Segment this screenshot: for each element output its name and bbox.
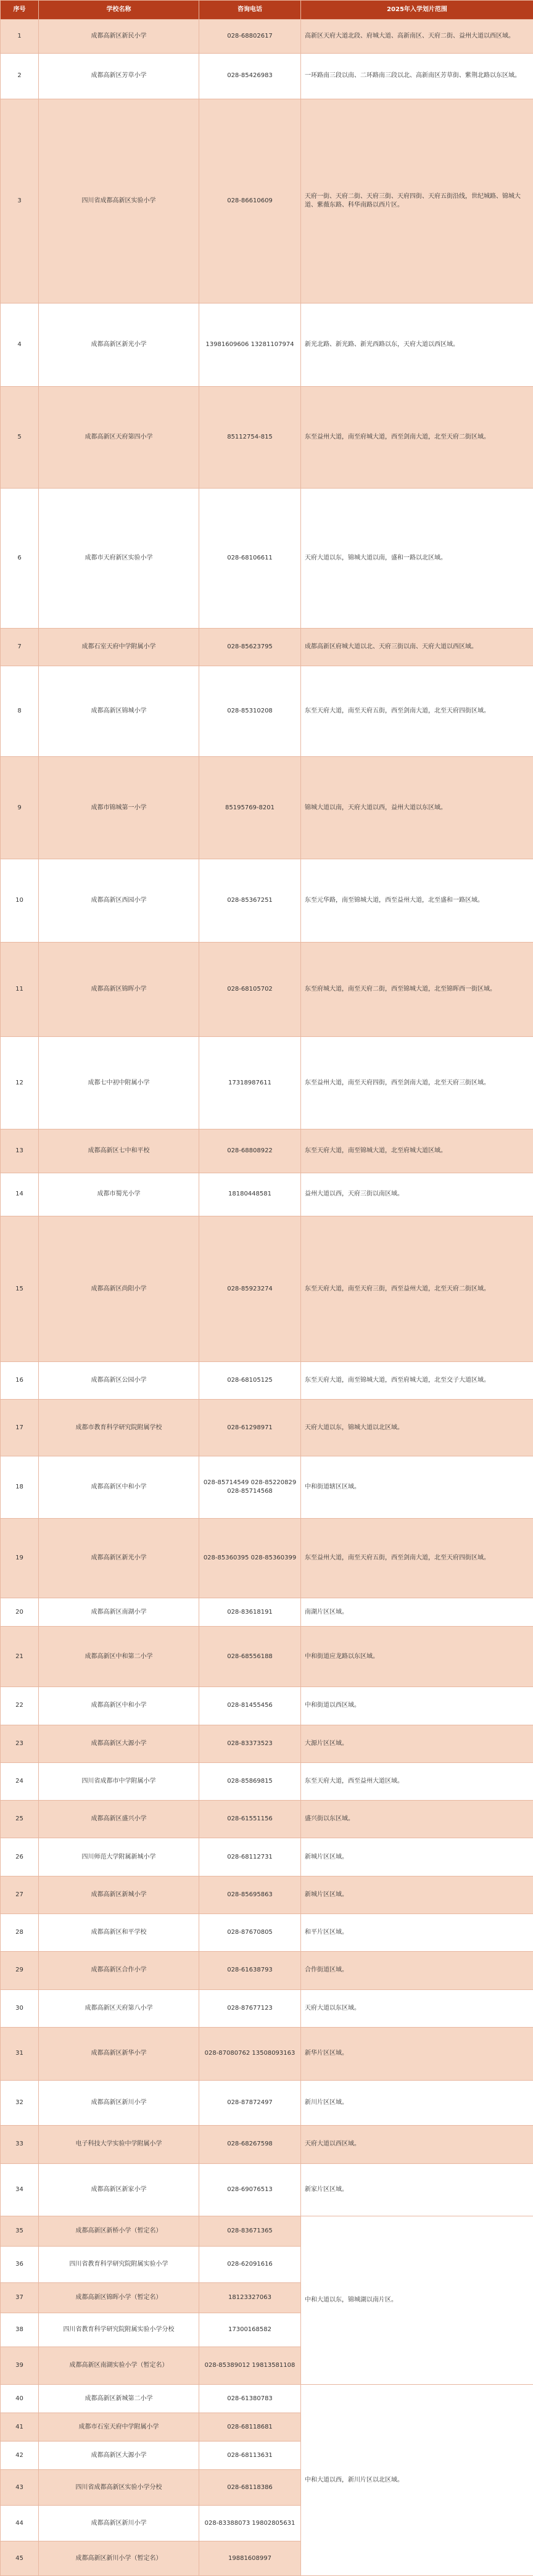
row-phone: 028-62091616 (199, 2247, 301, 2282)
row-scope: 东至天府大道，南至天府三街，西至益州大道，北至天府二街区域。 (301, 1216, 533, 1362)
row-school-name: 成都高新区新川小学 (39, 2506, 199, 2541)
row-school-name: 成都高新区新城小学 (39, 1876, 199, 1913)
row-phone: 028-87872497 (199, 2080, 301, 2126)
row-scope: 天府大道以东，锦城大道以北区域。 (301, 1400, 533, 1456)
row-scope: 盛兴街以东区域。 (301, 1801, 533, 1838)
row-scope: 天府大道以西区域。 (301, 2126, 533, 2163)
row-scope: 天府大道以东区域。 (301, 1989, 533, 2027)
row-seq: 45 (1, 2541, 39, 2576)
table-row (1, 1129, 533, 1173)
row-school-name: 成都高新区尚阳小学 (39, 1216, 199, 1362)
row-school-name: 成都高新区芳草小学 (39, 54, 199, 99)
row-phone: 028-68106611 (199, 489, 301, 629)
row-scope: 东至府城大道，南至天府二街，西至锦城大道，北至锦晖西一街区域。 (301, 942, 533, 1036)
table-row (1, 1876, 533, 1913)
table-row (1, 1801, 533, 1838)
row-seq: 36 (1, 2247, 39, 2282)
table-row (1, 1627, 533, 1687)
row-phone: 028-68802617 (199, 20, 301, 54)
row-scope: 东至天府大道，西至益州大道区域。 (301, 1762, 533, 1800)
table-row (1, 1598, 533, 1627)
row-phone: 17300168582 (199, 2313, 301, 2347)
table-row (1, 2163, 533, 2216)
row-phone: 028-85367251 (199, 859, 301, 942)
row-phone: 028-81455456 (199, 1687, 301, 1725)
row-seq: 30 (1, 1989, 39, 2027)
row-scope: 益州大道以西，天府三街以南区域。 (301, 1173, 533, 1216)
row-phone: 028-85869815 (199, 1762, 301, 1800)
row-scope: 新光北路、新光路、新光西路以东，天府大道以西区域。 (301, 303, 533, 386)
row-phone: 028-68808922 (199, 1129, 301, 1173)
table-header-row (1, 1, 533, 20)
row-phone: 028-68556188 (199, 1627, 301, 1687)
row-seq: 32 (1, 2080, 39, 2126)
row-school-name: 四川省成都高新区实验小学 (39, 99, 199, 303)
row-school-name: 四川师范大学附属新城小学 (39, 1838, 199, 1876)
row-phone: 17318987611 (199, 1036, 301, 1129)
row-scope: 南湖片区区域。 (301, 1598, 533, 1627)
row-school-name: 成都高新区七中和平校 (39, 1129, 199, 1173)
row-seq: 35 (1, 2216, 39, 2247)
row-school-name: 成都高新区锦城小学 (39, 666, 199, 757)
table-row (1, 1173, 533, 1216)
row-phone: 028-85714549 028-85220829 028-85714568 (199, 1456, 301, 1519)
row-school-name: 成都市石室天府中学附属小学 (39, 2413, 199, 2442)
header-seq: 序号 (1, 1, 39, 20)
row-seq: 14 (1, 1173, 39, 1216)
table-row (1, 99, 533, 303)
row-school-name: 成都市天府新区实验小学 (39, 489, 199, 629)
row-seq: 25 (1, 1801, 39, 1838)
table-row (1, 1989, 533, 2027)
table-row (1, 54, 533, 99)
row-scope: 大源片区区域。 (301, 1725, 533, 1762)
row-scope: 新川片区区域。 (301, 2080, 533, 2126)
table-row (1, 1362, 533, 1400)
row-school-name: 成都七中初中附属小学 (39, 1036, 199, 1129)
row-scope: 新家片区区域。 (301, 2163, 533, 2216)
row-seq: 7 (1, 628, 39, 666)
table-row (1, 20, 533, 54)
table-row (1, 942, 533, 1036)
row-seq: 37 (1, 2282, 39, 2313)
row-seq: 21 (1, 1627, 39, 1687)
row-scope: 东至天府大道，南至锦城大道，西至府城大道，北至交子大道区域。 (301, 1362, 533, 1400)
row-phone: 19881608997 (199, 2541, 301, 2576)
table-row (1, 859, 533, 942)
row-school-name: 成都高新区中和小学 (39, 1687, 199, 1725)
header-school: 学校名称 (39, 1, 199, 20)
row-seq: 4 (1, 303, 39, 386)
table-row (1, 2080, 533, 2126)
row-school-name: 成都高新区新民小学 (39, 20, 199, 54)
row-seq: 5 (1, 386, 39, 489)
row-phone: 85195769-8201 (199, 757, 301, 859)
table-row (1, 1456, 533, 1519)
row-scope: 东至益州大道，南至天府四街，西至剑南大道，北至天府三街区域。 (301, 1036, 533, 1129)
row-phone: 18123327063 (199, 2282, 301, 2313)
row-seq: 44 (1, 2506, 39, 2541)
row-school-name: 成都高新区中和小学 (39, 1456, 199, 1519)
row-seq: 19 (1, 1519, 39, 1598)
row-scope: 合作街道区域。 (301, 1952, 533, 1989)
row-school-name: 成都高新区新桥小学（暂定名） (39, 2216, 199, 2247)
row-scope: 和平片区区域。 (301, 1913, 533, 1951)
row-school-name: 成都高新区新川小学 (39, 2080, 199, 2126)
row-phone: 18180448581 (199, 1173, 301, 1216)
row-school-name: 成都高新区新川小学（暂定名） (39, 2541, 199, 2576)
row-seq: 40 (1, 2385, 39, 2413)
table-row (1, 2216, 533, 2247)
row-seq: 43 (1, 2470, 39, 2506)
row-seq: 20 (1, 1598, 39, 1627)
table-row (1, 666, 533, 757)
table-row (1, 2126, 533, 2163)
row-scope: 东至天府大道，南至天府五街，西至剑南大道，北至天府四街区域。 (301, 666, 533, 757)
row-seq: 2 (1, 54, 39, 99)
row-scope: 新城片区区域。 (301, 1838, 533, 1876)
table-row (1, 1725, 533, 1762)
row-school-name: 成都高新区新光小学 (39, 303, 199, 386)
row-phone: 028-68118386 (199, 2470, 301, 2506)
row-scope: 中和街道以西区域。 (301, 1687, 533, 1725)
row-seq: 33 (1, 2126, 39, 2163)
row-school-name: 成都高新区合作小学 (39, 1952, 199, 1989)
header-phone: 咨询电话 (199, 1, 301, 20)
row-seq: 6 (1, 489, 39, 629)
row-phone: 028-85426983 (199, 54, 301, 99)
row-seq: 29 (1, 1952, 39, 1989)
row-phone: 85112754-815 (199, 386, 301, 489)
row-phone: 028-83373523 (199, 1725, 301, 1762)
table-row (1, 757, 533, 859)
row-phone: 028-68118681 (199, 2413, 301, 2442)
row-seq: 34 (1, 2163, 39, 2216)
row-seq: 8 (1, 666, 39, 757)
row-seq: 38 (1, 2313, 39, 2347)
row-scope: 东至元华路，南至锦城大道，西至益州大道，北至盛和一路区域。 (301, 859, 533, 942)
row-seq: 15 (1, 1216, 39, 1362)
row-phone: 028-68113631 (199, 2442, 301, 2470)
row-school-name: 成都高新区天府第四小学 (39, 386, 199, 489)
row-seq: 22 (1, 1687, 39, 1725)
row-school-name: 成都高新区和平学校 (39, 1913, 199, 1951)
row-seq: 24 (1, 1762, 39, 1800)
row-school-name: 成都高新区西园小学 (39, 859, 199, 942)
table-row (1, 303, 533, 386)
row-school-name: 成都高新区南湖实验小学（暂定名） (39, 2347, 199, 2384)
table-row (1, 2385, 533, 2413)
row-seq: 26 (1, 1838, 39, 1876)
row-school-name: 电子科技大学实验中学附属小学 (39, 2126, 199, 2163)
row-scope: 东至益州大道，南至府城大道，西至剑南大道，北至天府二街区域。 (301, 386, 533, 489)
row-school-name: 成都高新区新光小学 (39, 1519, 199, 1598)
table-row (1, 1036, 533, 1129)
row-scope: 一环路南三段以南、二环路南三段以北、高新南区芳草街、紫荆北路以东区域。 (301, 54, 533, 99)
row-school-name: 成都高新区大源小学 (39, 2442, 199, 2470)
row-phone: 028-85623795 (199, 628, 301, 666)
row-seq: 23 (1, 1725, 39, 1762)
row-scope: 中和街道辖区区域。 (301, 1456, 533, 1519)
row-scope: 中和街道应龙路以东区域。 (301, 1627, 533, 1687)
table-row (1, 1952, 533, 1989)
row-phone: 028-83388073 19802805631 (199, 2506, 301, 2541)
row-phone: 028-86610609 (199, 99, 301, 303)
row-school-name: 成都高新区盛兴小学 (39, 1801, 199, 1838)
row-school-name: 成都高新区大源小学 (39, 1725, 199, 1762)
row-scope: 新城片区区域。 (301, 1876, 533, 1913)
row-school-name: 四川省成都市中学附属小学 (39, 1762, 199, 1800)
row-seq: 42 (1, 2442, 39, 2470)
table-row (1, 1762, 533, 1800)
row-phone: 028-61380783 (199, 2385, 301, 2413)
row-school-name: 成都石室天府中学附属小学 (39, 628, 199, 666)
header-scope: 2025年入学划片范围 (301, 1, 533, 20)
row-seq: 17 (1, 1400, 39, 1456)
row-seq: 11 (1, 942, 39, 1036)
row-school-name: 成都高新区新华小学 (39, 2027, 199, 2080)
table-row (1, 2027, 533, 2080)
table-row (1, 628, 533, 666)
row-scope: 天府一街、天府二街、天府三街、天府四街、天府五街沿线，世纪城路、锦城大道、紫薇东路、科华南路以西片区。 (301, 99, 533, 303)
row-phone: 028-83671365 (199, 2216, 301, 2247)
row-school-name: 四川省成都高新区实验小学分校 (39, 2470, 199, 2506)
row-school-name: 成都高新区中和第二小学 (39, 1627, 199, 1687)
table-row (1, 1216, 533, 1362)
row-scope: 高新区天府大道北段、府城大道、高新南区、天府二街、益州大道以西区域。 (301, 20, 533, 54)
table-row (1, 1838, 533, 1876)
row-school-name: 成都市蜀光小学 (39, 1173, 199, 1216)
row-school-name: 成都高新区新家小学 (39, 2163, 199, 2216)
shared-scope-upper: 中和大道以东，锦城湖以南片区。 (301, 2216, 533, 2385)
row-phone: 028-68267598 (199, 2126, 301, 2163)
row-seq: 1 (1, 20, 39, 54)
row-scope: 成都高新区府城大道以北、天府三街以南、天府大道以西区域。 (301, 628, 533, 666)
row-seq: 18 (1, 1456, 39, 1519)
table-row (1, 1913, 533, 1951)
row-seq: 39 (1, 2347, 39, 2384)
table-row (1, 1400, 533, 1456)
row-seq: 16 (1, 1362, 39, 1400)
row-school-name: 成都高新区锦晖小学 (39, 942, 199, 1036)
row-phone: 028-87677123 (199, 1989, 301, 2027)
row-phone: 13981609606 13281107974 (199, 303, 301, 386)
row-seq: 12 (1, 1036, 39, 1129)
row-school-name: 成都市教育科学研究院附属学校 (39, 1400, 199, 1456)
row-scope: 锦城大道以南，天府大道以西，益州大道以东区域。 (301, 757, 533, 859)
row-phone: 028-68105702 (199, 942, 301, 1036)
row-school-name: 成都高新区新城第二小学 (39, 2385, 199, 2413)
row-seq: 31 (1, 2027, 39, 2080)
row-phone: 028-68112731 (199, 1838, 301, 1876)
row-scope: 新华片区区域。 (301, 2027, 533, 2080)
row-seq: 27 (1, 1876, 39, 1913)
table-row (1, 489, 533, 629)
row-school-name: 成都市锦城第一小学 (39, 757, 199, 859)
row-phone: 028-85695863 (199, 1876, 301, 1913)
row-phone: 028-83618191 (199, 1598, 301, 1627)
row-phone: 028-85923274 (199, 1216, 301, 1362)
row-phone: 028-69076513 (199, 2163, 301, 2216)
row-phone: 028-85310208 (199, 666, 301, 757)
row-school-name: 四川省教育科学研究院附属实验小学分校 (39, 2313, 199, 2347)
row-school-name: 成都高新区公园小学 (39, 1362, 199, 1400)
table-row (1, 1519, 533, 1598)
row-scope: 东至天府大道，南至锦城大道，北至府城大道区域。 (301, 1129, 533, 1173)
row-scope: 天府大道以东，锦城大道以南，盛和一路以北区域。 (301, 489, 533, 629)
row-school-name: 成都高新区天府第八小学 (39, 1989, 199, 2027)
row-seq: 10 (1, 859, 39, 942)
row-phone: 028-61298971 (199, 1400, 301, 1456)
row-phone: 028-87080762 13508093163 (199, 2027, 301, 2080)
row-phone: 028-87670805 (199, 1913, 301, 1951)
row-scope: 东至益州大道，南至天府五街，西至剑南大道，北至天府四街区域。 (301, 1519, 533, 1598)
row-school-name: 成都高新区锦晖小学（暂定名） (39, 2282, 199, 2313)
row-seq: 3 (1, 99, 39, 303)
row-phone: 028-85389012 19813581108 (199, 2347, 301, 2384)
shared-scope-lower: 中和大道以西，新川片区以北区域。 (301, 2385, 533, 2576)
row-seq: 9 (1, 757, 39, 859)
table-row (1, 386, 533, 489)
row-school-name: 成都高新区南湖小学 (39, 1598, 199, 1627)
row-phone: 028-61638793 (199, 1952, 301, 1989)
row-seq: 13 (1, 1129, 39, 1173)
table-row (1, 1687, 533, 1725)
row-phone: 028-61551156 (199, 1801, 301, 1838)
row-school-name: 四川省教育科学研究院附属实验小学 (39, 2247, 199, 2282)
row-phone: 028-85360395 028-85360399 (199, 1519, 301, 1598)
row-seq: 28 (1, 1913, 39, 1951)
table-body (1, 20, 533, 2576)
row-seq: 41 (1, 2413, 39, 2442)
row-phone: 028-68105125 (199, 1362, 301, 1400)
